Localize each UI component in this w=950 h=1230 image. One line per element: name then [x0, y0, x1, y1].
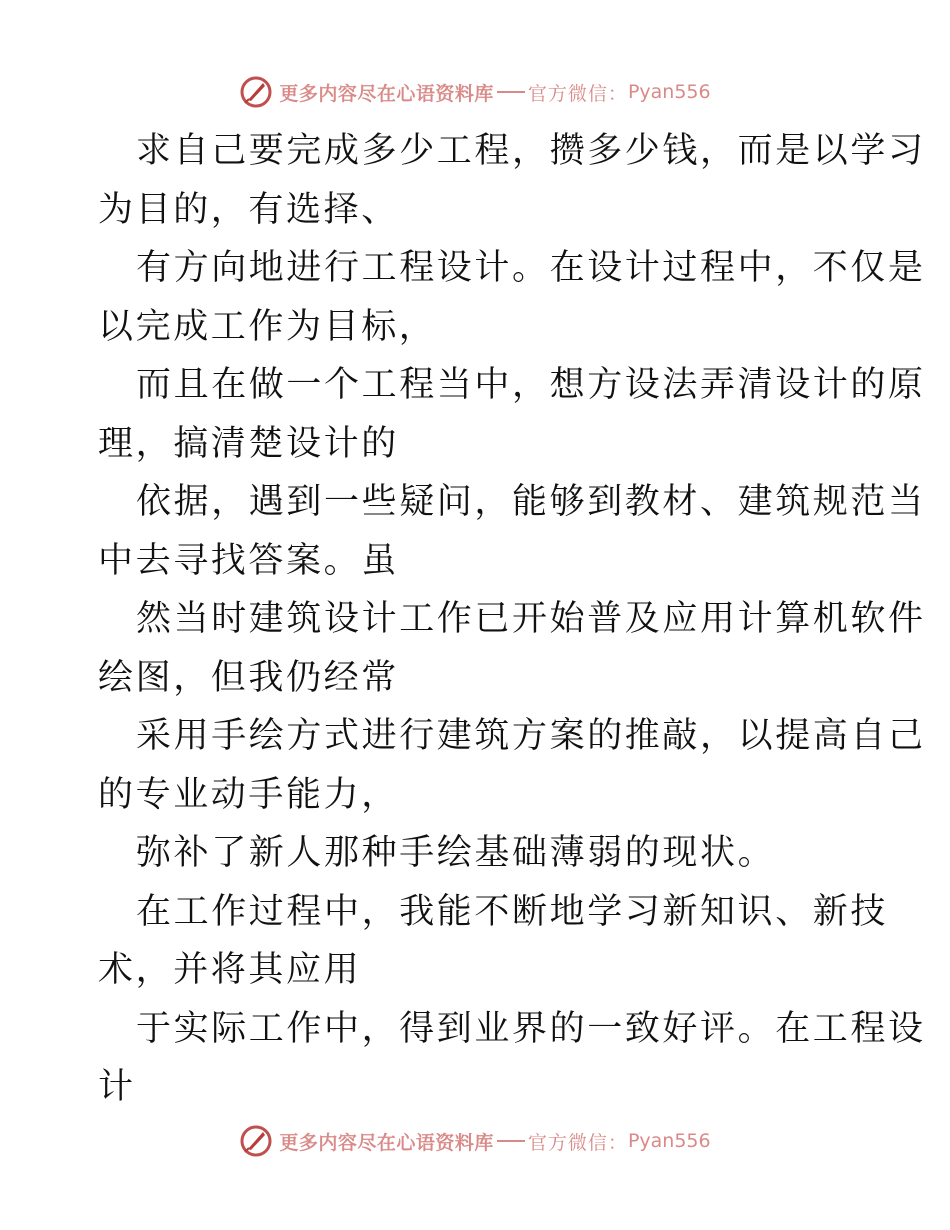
banner-text: 更多内容尽在心语资料库 — [279, 82, 494, 105]
body-line: 于实际工作中，得到业界的一致好评。在工程设 — [136, 1008, 926, 1049]
body-line: 计 — [98, 1067, 136, 1107]
body-line: 在工作过程中，我能不断地学习新知识、新技 — [136, 891, 889, 932]
banner-text: 更多内容尽在心语资料库 — [279, 1131, 494, 1154]
body-line: 依据，遇到一些疑问，能够到教材、建筑规范当 — [136, 482, 926, 522]
quill-logo-icon — [239, 1124, 273, 1158]
banner-divider — [497, 91, 525, 93]
body-line: 理，搞清楚设计的 — [98, 423, 399, 464]
header-watermark-banner — [0, 72, 950, 112]
body-line: 中去寻找答案。虽 — [98, 540, 399, 581]
document-body — [98, 122, 926, 1117]
body-line: 求自己要完成多少工程，攒多少钱，而是以学习 — [136, 131, 926, 171]
body-line: 采用手绘方式进行建筑方案的推敲，以提高自己 — [136, 716, 926, 756]
banner-wechat-id: Pyan556 — [627, 1130, 711, 1152]
body-line: 的专业动手能力， — [98, 774, 399, 815]
banner-divider — [497, 1140, 525, 1142]
body-line: 然当时建筑设计工作已开始普及应用计算机软件 — [136, 599, 926, 639]
body-line: 有方向地进行工程设计。在设计过程中，不仅是 — [136, 248, 926, 288]
body-line: 以完成工作为目标， — [98, 306, 437, 347]
banner-wechat-id: Pyan556 — [627, 81, 711, 103]
body-line: 而且在做一个工程当中，想方设法弄清设计的原 — [136, 365, 926, 405]
banner-wechat-label: 官方微信： — [527, 1131, 628, 1154]
footer-watermark-banner — [0, 1121, 950, 1161]
body-line: 弥补了新人那种手绘基础薄弱的现状。 — [136, 833, 776, 873]
banner-wechat-label: 官方微信： — [527, 82, 628, 105]
body-line: 绘图，但我仍经常 — [98, 657, 399, 698]
body-line: 术，并将其应用 — [98, 950, 362, 990]
quill-logo-icon — [239, 75, 273, 109]
body-line: 为目的，有选择、 — [98, 189, 399, 230]
